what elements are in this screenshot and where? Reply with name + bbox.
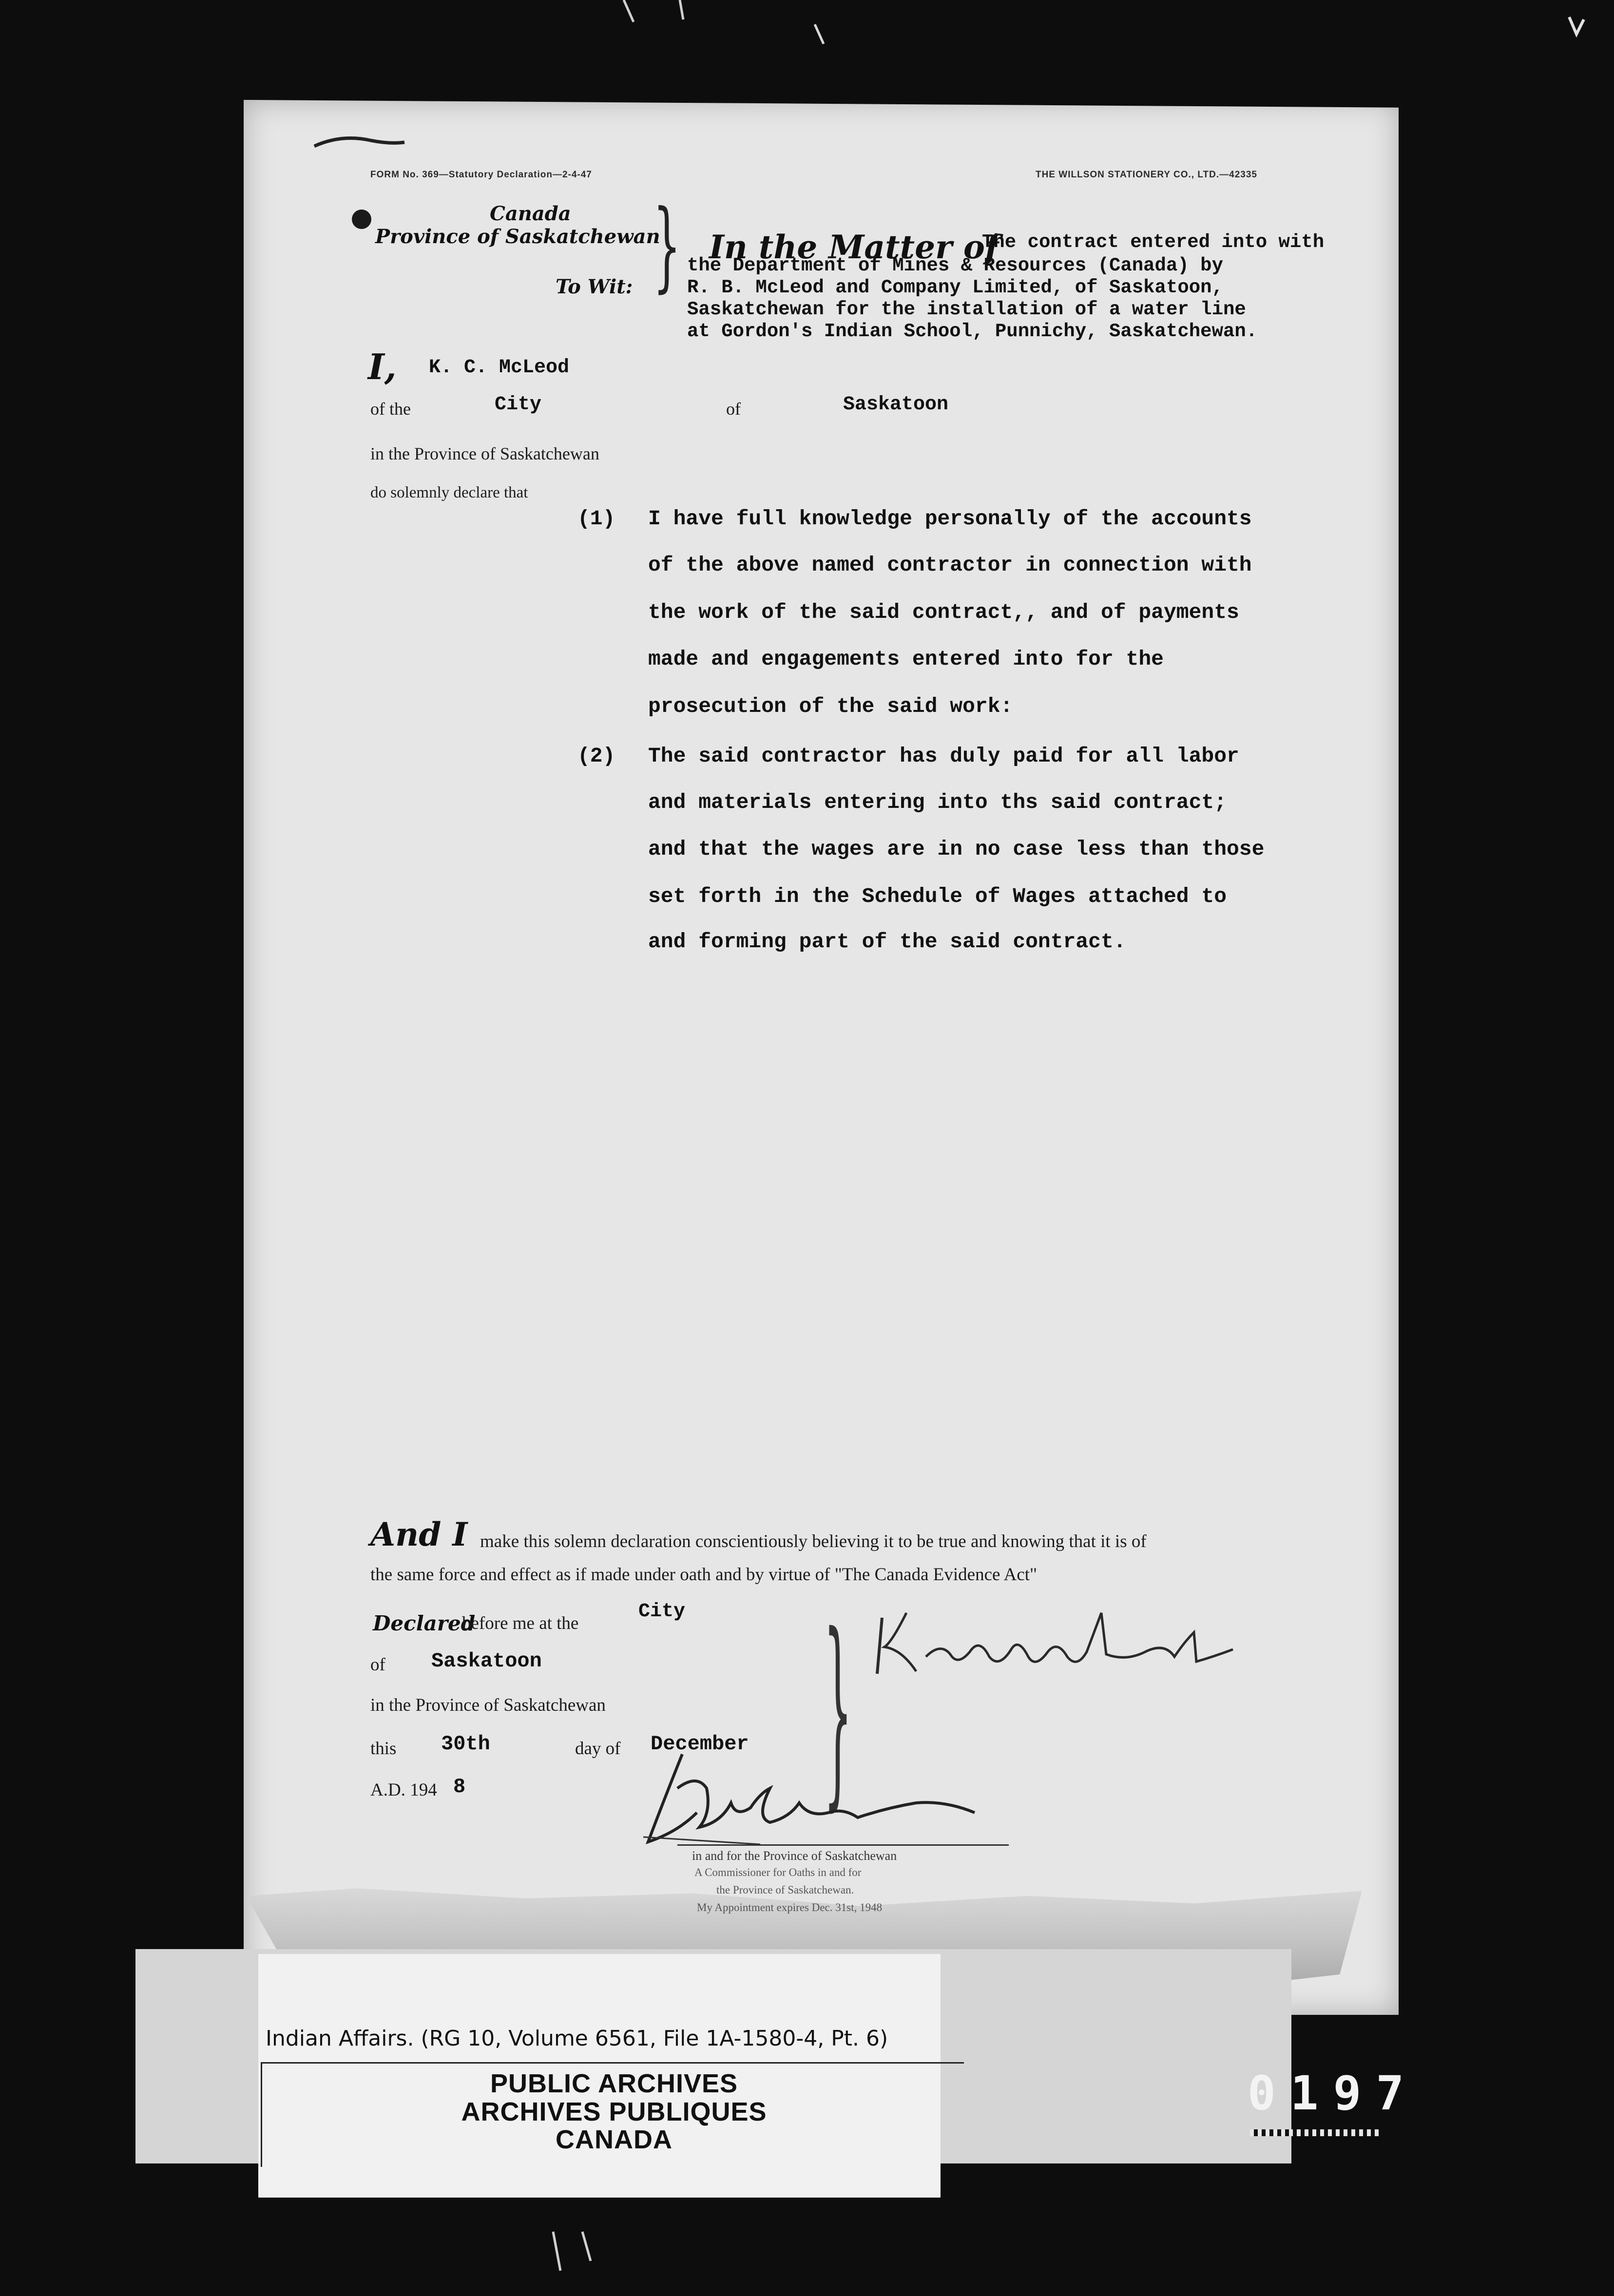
clause-line: and materials entering into ths said contract; bbox=[648, 790, 1227, 814]
clause-line: I have full knowledge personally of the accounts bbox=[648, 507, 1252, 531]
this-label: this bbox=[370, 1739, 397, 1759]
pen-mark bbox=[312, 132, 409, 156]
declared-month: December bbox=[651, 1732, 749, 1756]
country-label: Canada bbox=[490, 202, 571, 225]
solemn-declaration-line: make this solemn declaration conscientiously believing it to be true and knowing that it is of bbox=[480, 1531, 1147, 1551]
year-label: A.D. 194 bbox=[370, 1780, 437, 1800]
declare-line: do solemnly declare that bbox=[370, 484, 528, 501]
commissioner-stamp-line: the Province of Saskatchewan. bbox=[716, 1884, 854, 1896]
province-label: Province of Saskatchewan bbox=[375, 225, 660, 248]
clause-line: The said contractor has duly paid for all labor bbox=[648, 744, 1239, 768]
right-brace: } bbox=[824, 1591, 852, 1829]
in-the-matter-heading: In the Matter of bbox=[709, 228, 999, 266]
clause-number: (2) bbox=[577, 744, 615, 768]
province-line: in the Province of Saskatchewan bbox=[370, 1695, 606, 1715]
solemn-declaration-line: the same force and effect as if made under oath and by virtue of "The Canada Evidence Act" bbox=[370, 1565, 1038, 1585]
declaration-sheet bbox=[244, 100, 1399, 2015]
of-the-label: of the bbox=[370, 399, 411, 419]
microfilm-frame-bar bbox=[1250, 2129, 1379, 2136]
clause-line: and forming part of the said contract. bbox=[648, 930, 1126, 954]
archive-stamp-line: PUBLIC ARCHIVES bbox=[490, 2069, 738, 2098]
and-i-heading: And I bbox=[370, 1515, 468, 1553]
declared-label: Declared bbox=[373, 1611, 476, 1635]
clause-line: set forth in the Schedule of Wages attached to bbox=[648, 884, 1227, 908]
matter-line: The contract entered into with bbox=[982, 231, 1325, 253]
declarant-pronoun: I, bbox=[368, 346, 397, 387]
left-brace: } bbox=[653, 189, 681, 303]
clause-line: the work of the said contract,, and of payments bbox=[648, 600, 1239, 624]
clause-line: prosecution of the said work: bbox=[648, 694, 1013, 718]
declared-place-type: City bbox=[638, 1601, 686, 1623]
municipality-name: Saskatoon bbox=[843, 394, 949, 416]
commissioner-expiry: My Appointment expires Dec. 31st, 1948 bbox=[697, 1901, 883, 1913]
commissioner-signature-line bbox=[677, 1844, 1009, 1846]
before-me-label: before me at the bbox=[462, 1613, 579, 1633]
microfilm-frame-number: 0197 bbox=[1248, 2066, 1419, 2121]
declarant-signature bbox=[872, 1608, 1243, 1686]
declarant-name: K. C. McLeod bbox=[429, 357, 570, 379]
to-wit-label: To Wit: bbox=[556, 275, 633, 298]
matter-line: R. B. McLeod and Company Limited, of Saskatoon, bbox=[687, 277, 1223, 298]
commissioner-signature bbox=[614, 1744, 984, 1856]
archive-stamp-line: CANADA bbox=[556, 2125, 672, 2154]
clause-line: of the above named contractor in connection with bbox=[648, 553, 1252, 577]
clause-line: and that the wages are in no case less than those bbox=[648, 837, 1265, 861]
province-line: in the Province of Saskatchewan bbox=[370, 444, 599, 463]
declared-year-digit: 8 bbox=[453, 1775, 466, 1799]
matter-line: the Department of Mines & Resources (Canada) by bbox=[687, 255, 1223, 276]
day-of-label: day of bbox=[575, 1739, 621, 1759]
matter-line: Saskatchewan for the installation of a water line bbox=[687, 299, 1246, 320]
of-label: of bbox=[726, 399, 741, 419]
declared-day: 30th bbox=[441, 1732, 490, 1756]
clause-number: (1) bbox=[577, 507, 615, 531]
municipality-type: City bbox=[495, 394, 542, 416]
punch-hole-mark bbox=[352, 210, 371, 229]
declared-city: Saskatoon bbox=[431, 1649, 542, 1673]
archive-reference: Indian Affairs. (RG 10, Volume 6561, File 1A-1580-4, Pt. 6) bbox=[266, 2026, 888, 2051]
of-label: of bbox=[370, 1655, 385, 1675]
archive-stamp-line: ARCHIVES PUBLIQUES bbox=[461, 2097, 767, 2126]
clause-line: made and engagements entered into for the bbox=[648, 647, 1164, 671]
commissioner-stamp-line: A Commissioner for Oaths in and for bbox=[694, 1866, 862, 1878]
matter-line: at Gordon's Indian School, Punnichy, Saskatchewan. bbox=[687, 321, 1258, 342]
form-number: FORM No. 369—Statutory Declaration—2-4-47 bbox=[370, 170, 592, 180]
stationery-imprint: THE WILLSON STATIONERY CO., LTD.—42335 bbox=[1036, 170, 1257, 180]
commissioner-title: in and for the Province of Saskatchewan bbox=[692, 1849, 897, 1863]
